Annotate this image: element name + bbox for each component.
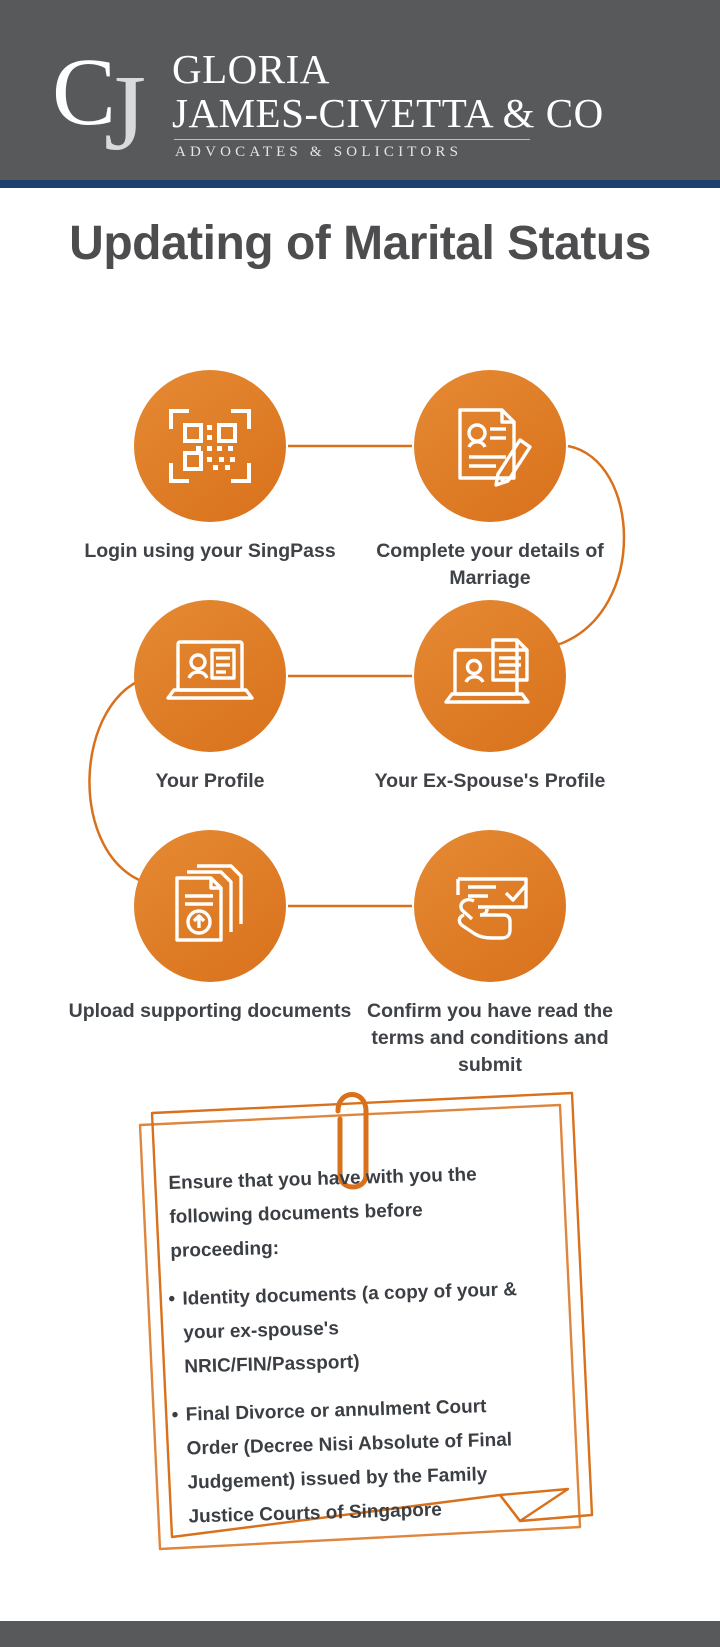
step-icon-circle (134, 600, 286, 752)
step-marriage-details (340, 370, 640, 592)
document-pencil-icon (446, 402, 534, 490)
step-label: Your Profile (155, 770, 265, 792)
step-icon-circle (134, 370, 286, 522)
laptop-profile-icon (164, 636, 256, 716)
logo-line-firm: JAMES-CIVETTA & CO (172, 90, 604, 136)
step-label: Login using your SingPass (84, 540, 336, 562)
step-icon-circle (414, 600, 566, 752)
note-content (168, 1164, 518, 1549)
step-icon-circle (134, 830, 286, 982)
step-label: Complete your details of Marriage (376, 540, 604, 589)
logo-wordmark (172, 42, 604, 161)
hand-checkbox-icon (444, 865, 536, 947)
list-item-text: Final Divorce or annulment Court Order (Decree Nisi Absolute of Final Judgement) issued by the Family Justice Courts of Singapore (185, 1396, 513, 1528)
step-icon-circle (414, 830, 566, 982)
step-confirm-terms-submit (340, 830, 640, 1079)
step-upload-documents (60, 830, 360, 1025)
upload-documents-icon (167, 862, 253, 950)
steps-flow (0, 360, 720, 1080)
step-ex-spouse-profile (340, 600, 640, 795)
logo-letter-j: J (104, 54, 147, 173)
header-bar (0, 0, 720, 180)
note-list (168, 1273, 525, 1535)
list-item (171, 1389, 525, 1535)
logo-line-tagline: ADVOCATES & SOLICITORS (175, 144, 463, 160)
header-accent-bar (0, 180, 720, 188)
step-login-singpass (60, 370, 360, 565)
brand-logo (52, 38, 604, 173)
logo-divider (174, 139, 530, 140)
requirements-note (0, 1075, 720, 1575)
note-intro-text: Ensure that you have with you the following documents before proceeding: (168, 1164, 477, 1262)
bullet-icon: • (171, 1404, 179, 1426)
step-label: Upload supporting documents (68, 1000, 352, 1022)
laptop-profile-document-icon (443, 634, 537, 718)
step-your-profile (60, 600, 360, 795)
list-item (168, 1273, 521, 1385)
qr-code-scan-icon (167, 403, 253, 489)
step-icon-circle (414, 370, 566, 522)
page-title: Updating of Marital Status (69, 217, 651, 270)
footer-bar (0, 1621, 720, 1647)
step-label: Your Ex-Spouse's Profile (374, 770, 606, 792)
bullet-icon: • (168, 1288, 176, 1310)
step-label: Confirm you have read the terms and conditions and submit (367, 1000, 613, 1076)
logo-letter-c: C (52, 38, 111, 145)
list-item-text: Identity documents (a copy of your & your ex-spouse's NRIC/FIN/Passport) (182, 1279, 518, 1378)
logo-line-gloria: GLORIA (172, 46, 330, 92)
logo-monogram-icon (52, 38, 164, 173)
